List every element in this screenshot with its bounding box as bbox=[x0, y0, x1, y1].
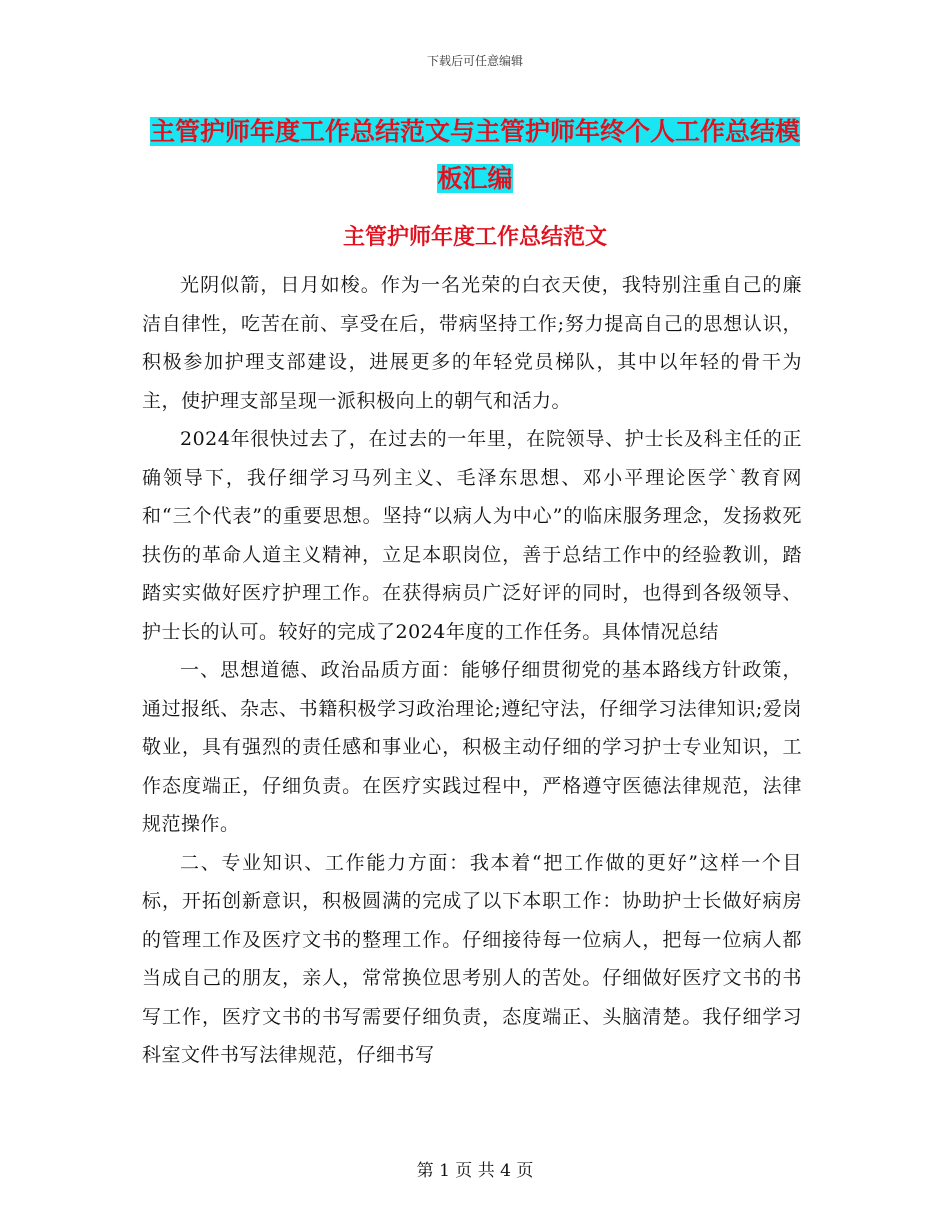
section-title: 主管护师年度工作总结范文 bbox=[342, 225, 607, 250]
page-number: 第 1 页 共 4 页 bbox=[416, 1161, 534, 1181]
body-text bbox=[142, 266, 802, 1075]
paragraph: 二、专业知识、工作能力方面：我本着“把工作做的更好”这样一个目标，开拓创新意识，积极圆满的完成了以下本职工作：协助护士长做好病房的管理工作及医疗文书的整理工作。仔细接待每一位病人，把每一位病人都当成自己的朋友，亲人，常常换位思考别人的苦处。仔细做好医疗文书的书写工作，医疗文书的书写需要仔细负责，态度端正、头脑清楚。我仔细学习科室文件书写法律规范，仔细书写 bbox=[142, 851, 802, 1066]
paragraph: 光阴似箭，日月如梭。作为一名光荣的白衣天使，我特别注重自己的廉洁自律性，吃苦在前、享受在后，带病坚持工作;努力提高自己的思想认识，积极参加护理支部建设，进展更多的年轻党员梯队，其中以年轻的骨干为主，使护理支部呈现一派积极向上的朝气和活力。 bbox=[142, 274, 802, 412]
paragraph: 2024年很快过去了，在过去的一年里，在院领导、护士长及科主任的正确领导下，我仔细学习马列主义、毛泽东思想、邓小平理论医学`教育网和“三个代表”的重要思想。坚持“以病人为中心”的临床服务理念，发扬救死扶伤的革命人道主义精神，立足本职岗位，善于总结工作中的经验教训，踏踏实实做好医疗护理工作。在获得病员广泛好评的同时，也得到各级领导、护士长的认可。较好的完成了2024年度的工作任务。具体情况总结 bbox=[142, 428, 802, 643]
document-title bbox=[140, 108, 810, 202]
paragraph: 一、思想道德、政治品质方面：能够仔细贯彻党的基本路线方针政策，通过报纸、杂志、书籍积极学习政治理论;遵纪守法，仔细学习法律知识;爱岗敬业，具有强烈的责任感和事业心，积极主动仔细的学习护士专业知识，工作态度端正，仔细负责。在医疗实践过程中，严格遵守医德法律规范，法律规范操作。 bbox=[142, 659, 802, 835]
header-note: 下载后可任意编辑 bbox=[426, 54, 523, 68]
document-title-text: 主管护师年度工作总结范文与主管护师年终个人工作总结模板汇编 bbox=[149, 117, 800, 193]
